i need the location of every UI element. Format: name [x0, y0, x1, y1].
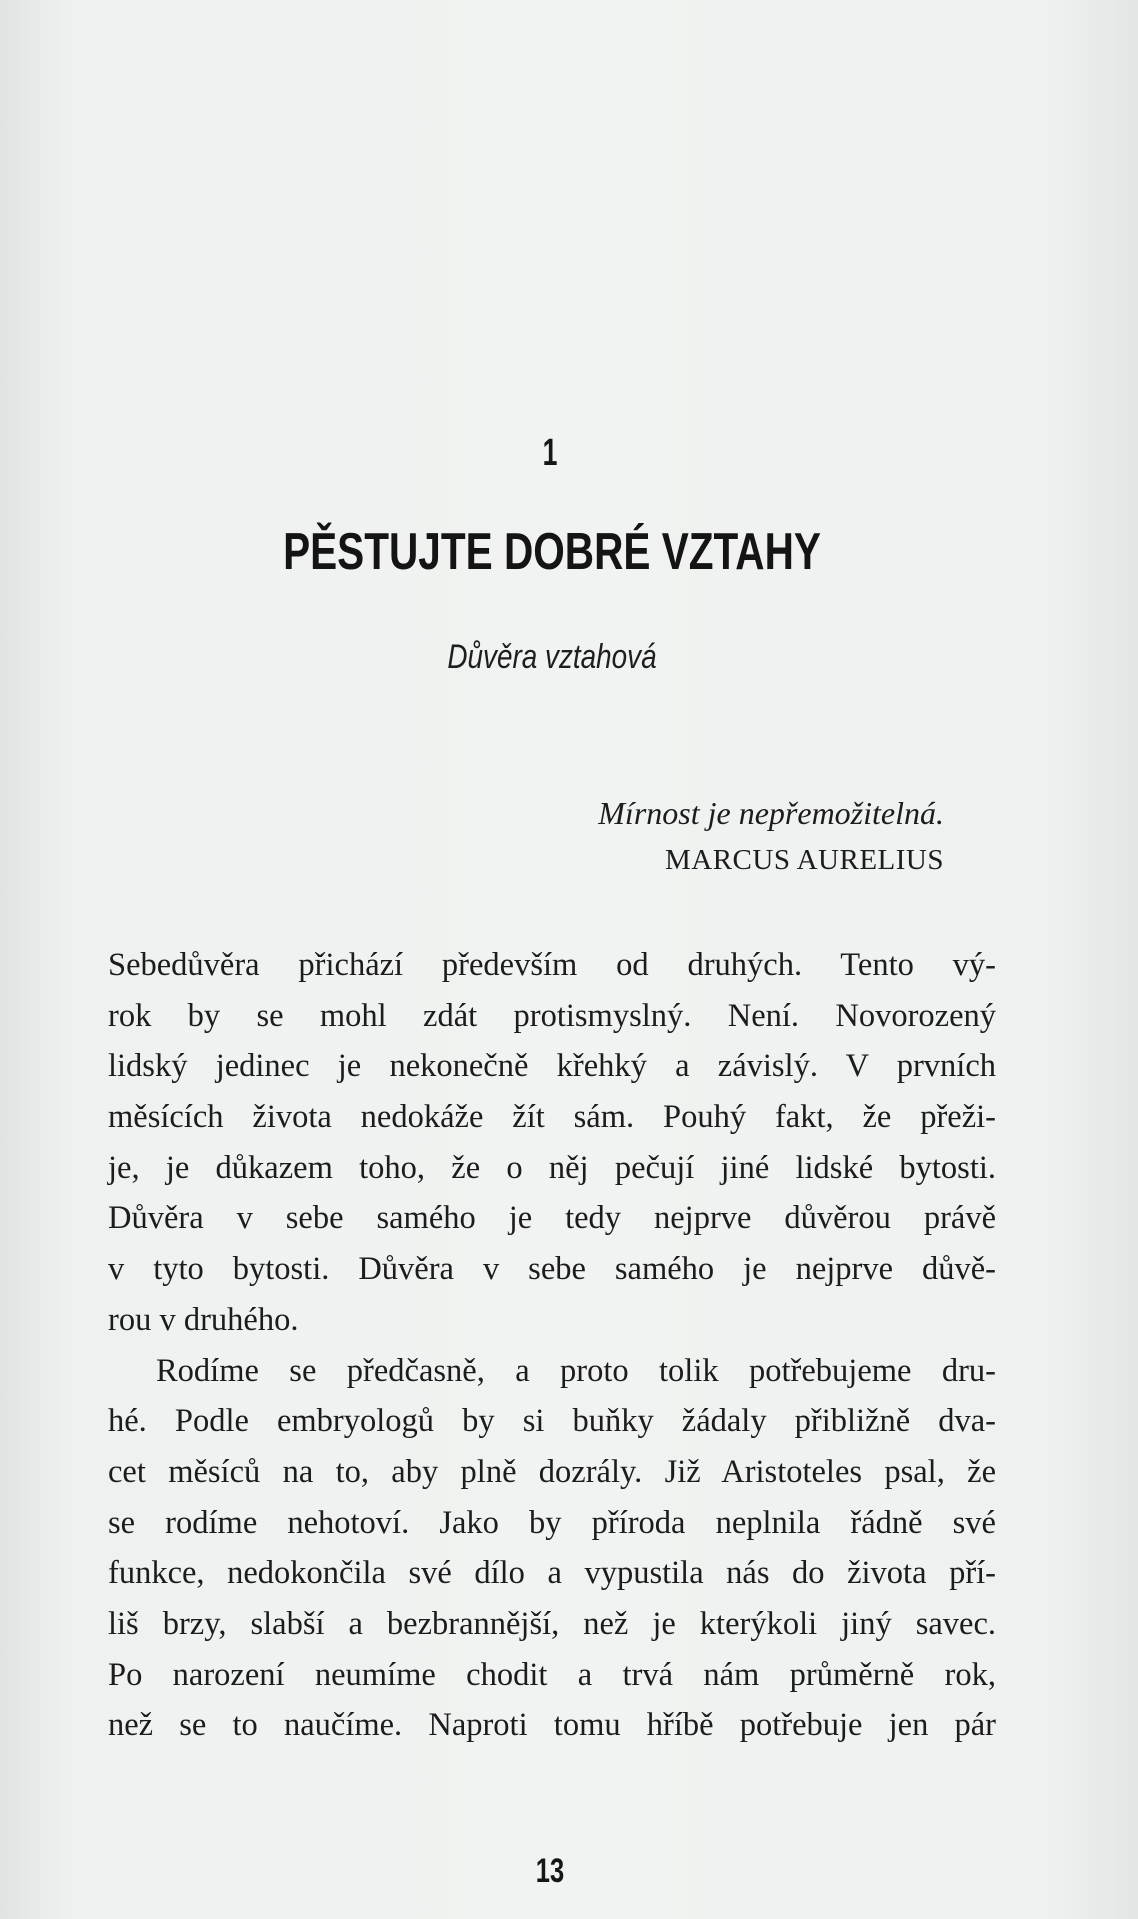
- text-line: v tyto bytosti. Důvěra v sebe samého je nejprve důvě-: [108, 1251, 996, 1288]
- text-line: měsících života nedokáže žít sám. Pouhý fakt, že přeži-: [108, 1099, 996, 1136]
- text-line: Rodíme se předčasně, a proto tolik potřebujeme dru-: [156, 1352, 996, 1389]
- page-number: 13: [535, 1852, 565, 1890]
- epigraph-author: MARCUS AURELIUS: [664, 844, 944, 876]
- text-line: je, je důkazem toho, že o něj pečují jiné lidské bytosti.: [108, 1149, 996, 1186]
- epigraph-quote: Mírnost je nepřemožitelná.: [598, 795, 944, 831]
- text-line: cet měsíců na to, aby plně dozrály. Již Aristoteles psal, že: [108, 1453, 996, 1490]
- text-line: se rodíme nehotoví. Jako by příroda neplnila řádně své: [108, 1504, 996, 1541]
- body-text: [108, 940, 996, 1751]
- text-line: rou v druhého.: [108, 1301, 299, 1338]
- text-line: lidský jedinec je nekonečně křehký a závislý. V prvních: [108, 1048, 996, 1085]
- text-line: Sebedůvěra přichází především od druhých. Tento vý-: [108, 947, 996, 983]
- text-line: hé. Podle embryologů by si buňky žádaly přibližně dva-: [108, 1403, 996, 1440]
- text-line: liš brzy, slabší a bezbrannější, než je kterýkoli jiný savec.: [108, 1605, 996, 1642]
- text-line: funkce, nedokončila své dílo a vypustila nás do života pří-: [108, 1555, 996, 1592]
- text-line: rok by se mohl zdát protismyslný. Není. Novorozený: [108, 997, 996, 1034]
- chapter-title: PĚSTUJTE DOBRÉ VZTAHY: [283, 523, 821, 581]
- text-line: než se to naučíme. Naproti tomu hříbě potřebuje jen pár: [108, 1707, 996, 1744]
- chapter-subtitle: Důvěra vztahová: [447, 638, 657, 676]
- text-line: Po narození neumíme chodit a trvá nám průměrně rok,: [108, 1656, 996, 1693]
- text-line: Důvěra v sebe samého je tedy nejprve důvěrou právě: [108, 1200, 996, 1237]
- epigraph: [598, 790, 944, 884]
- chapter-number: 1: [542, 432, 558, 474]
